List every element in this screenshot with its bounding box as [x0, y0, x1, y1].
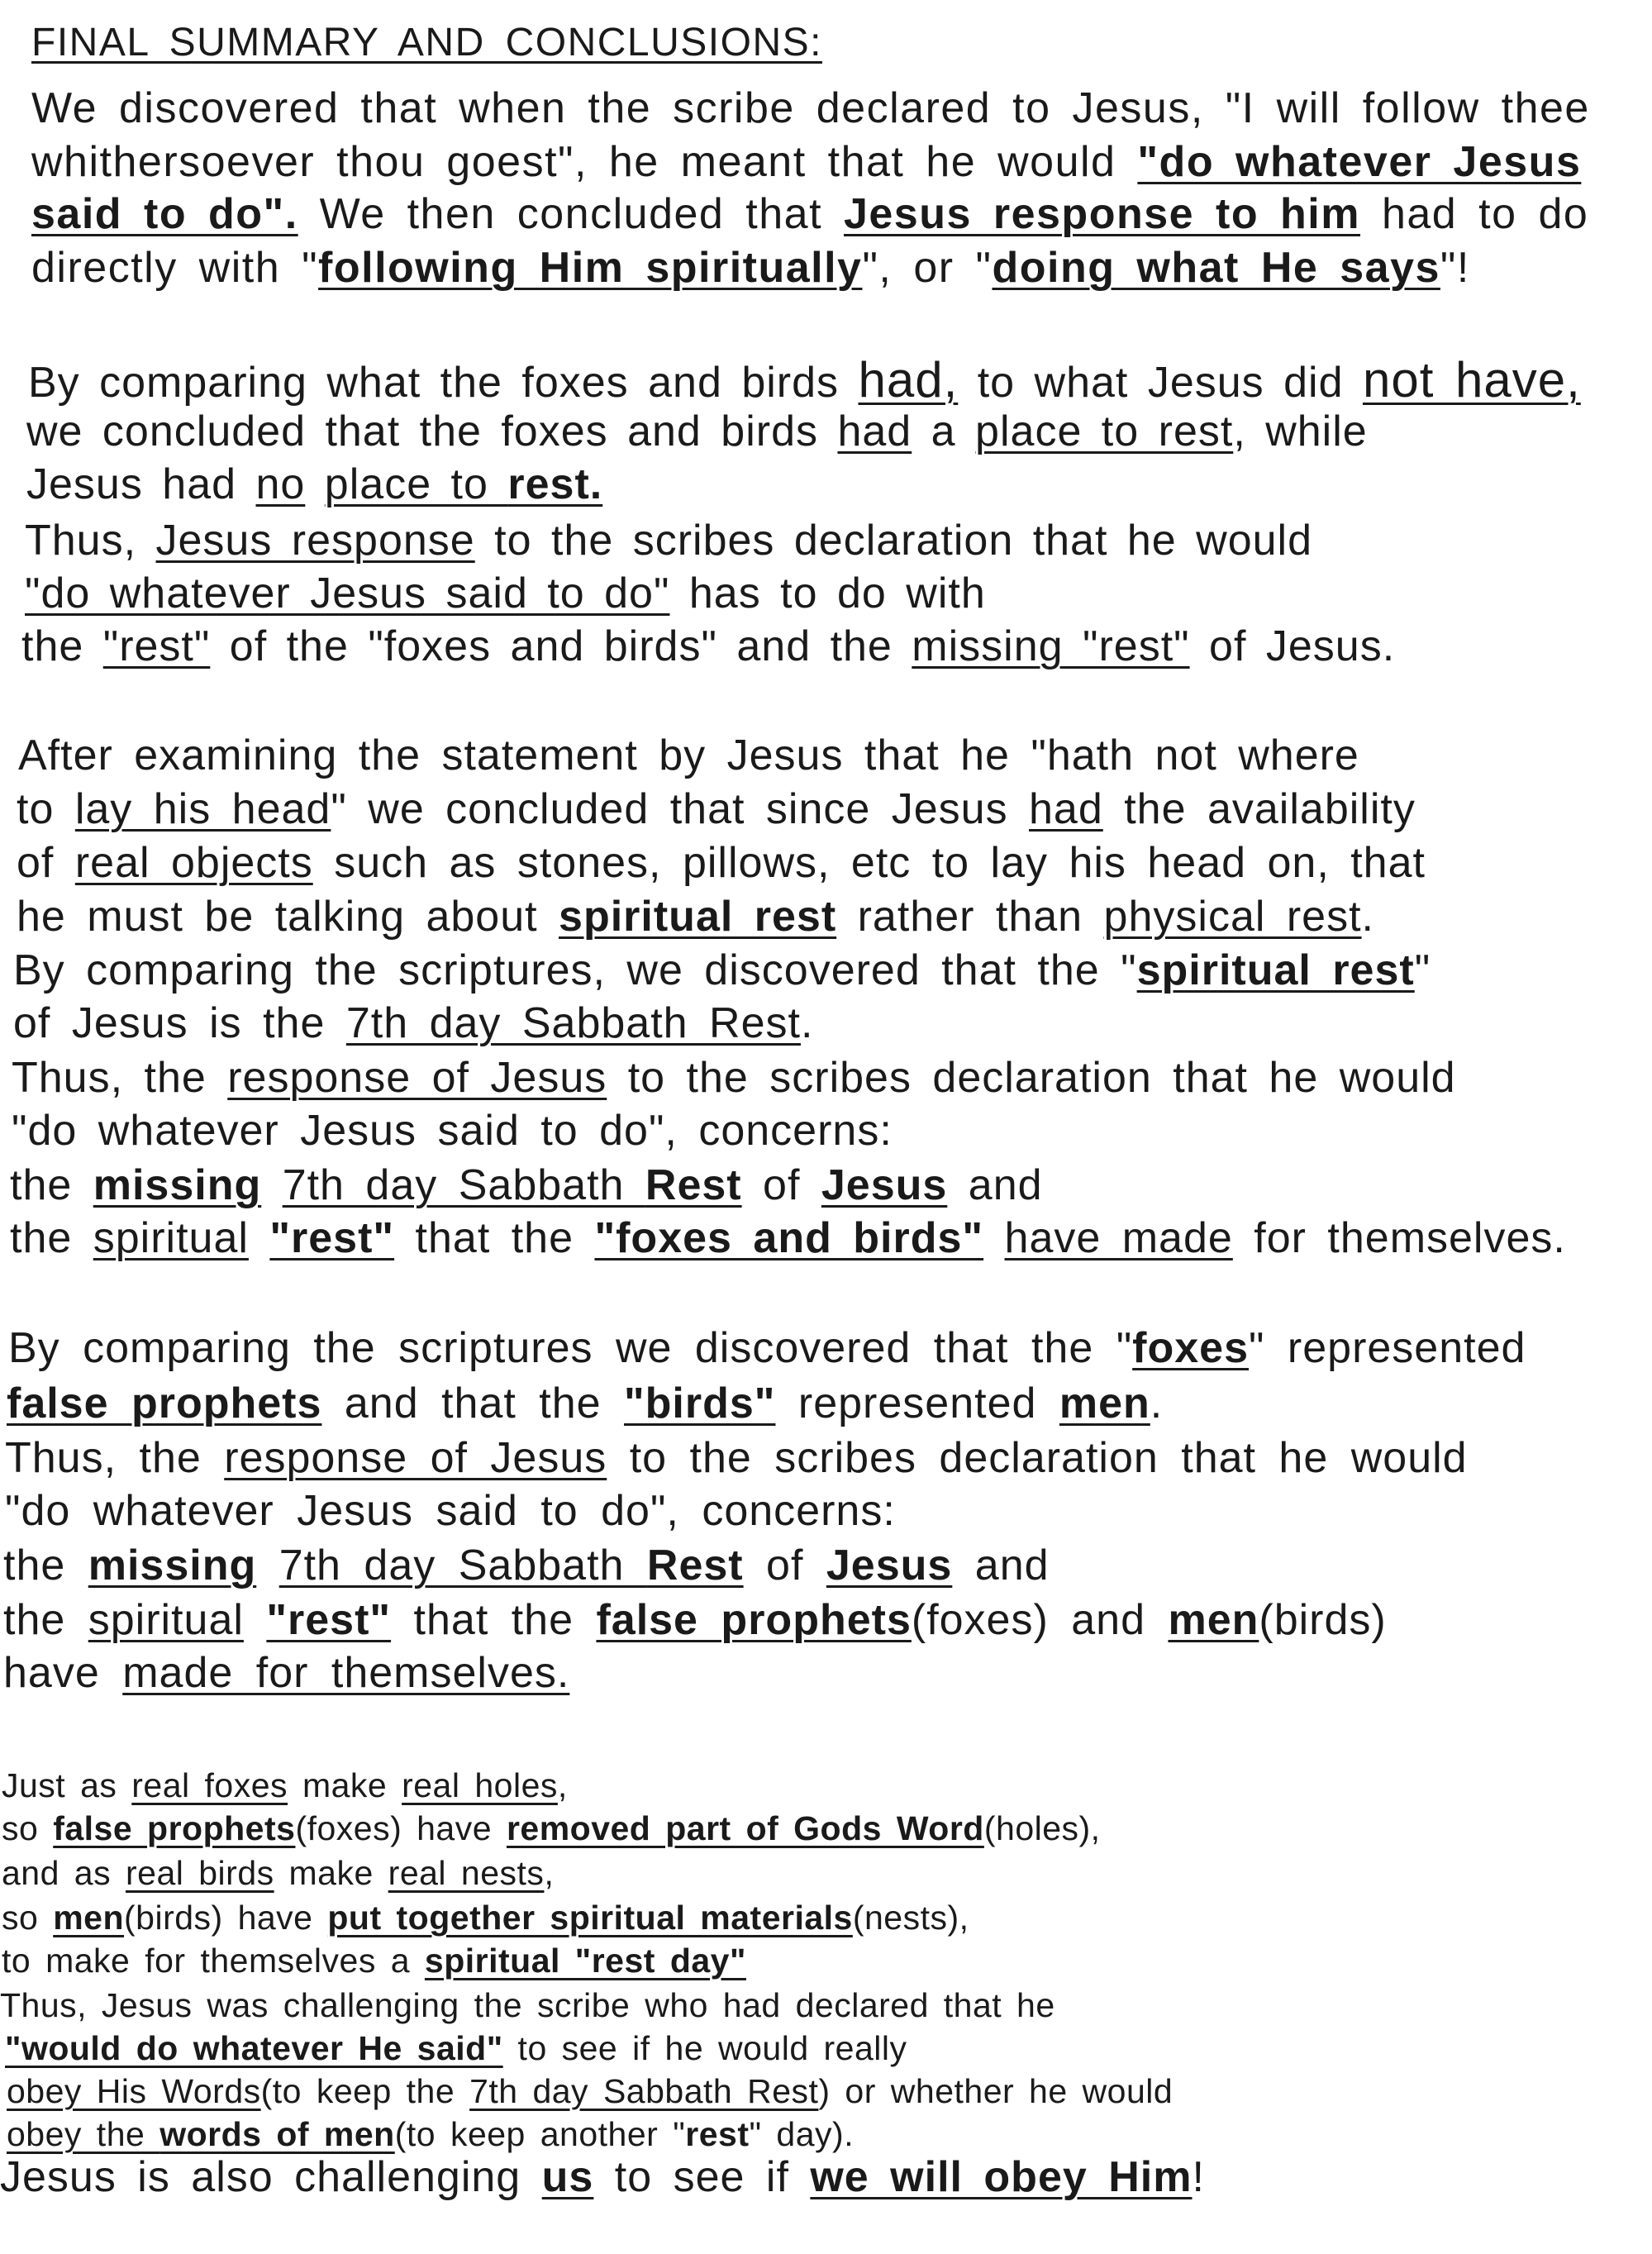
text-segment: directly with " — [31, 244, 319, 292]
underlined-phrase: response of Jesus — [227, 1054, 607, 1102]
underlined-phrase: obey His Words — [7, 2072, 261, 2110]
text-segment: ", or " — [862, 244, 993, 292]
text-line — [18, 731, 1359, 779]
underlined-phrase: 7th day Sabbath — [279, 1542, 647, 1589]
text-segment: that the — [391, 1596, 597, 1644]
text-line — [31, 84, 1590, 132]
text-segment: Thus, the — [12, 1054, 228, 1102]
text-segment — [256, 1542, 279, 1589]
text-segment: ) or whether he would — [818, 2072, 1174, 2110]
text-segment: We then concluded that — [298, 190, 844, 238]
text-segment: to the scribes declaration that he would — [607, 1434, 1468, 1482]
underlined-phrase: place to rest — [975, 407, 1234, 455]
underlined-phrase: spiritual rest — [559, 893, 837, 941]
underlined-phrase: missing — [88, 1542, 257, 1589]
text-segment: whithersoever thou goest", he meant that he would — [31, 138, 1138, 186]
text-segment: rather than — [836, 893, 1104, 941]
text-segment: so — [2, 1809, 54, 1847]
text-line — [17, 839, 1426, 887]
underlined-phrase: men — [1059, 1380, 1150, 1427]
text-segment: he must be talking about — [17, 893, 559, 941]
text-line — [31, 244, 1470, 292]
underlined-phrase: 7th day Sabbath Rest — [345, 999, 801, 1047]
text-segment: had to do — [1360, 190, 1589, 238]
text-line — [2, 1901, 969, 1935]
underlined-phrase: we will obey Him — [810, 2153, 1193, 2201]
underlined-phrase: men — [53, 1899, 125, 1937]
text-segment: of — [17, 839, 75, 887]
underlined-phrase: no — [255, 460, 306, 508]
underlined-phrase: "rest" — [269, 1214, 395, 1262]
text-segment: Thus, Jesus was challenging the scribe who had declared that he — [0, 1986, 1055, 2024]
text-segment: (birds) — [1259, 1596, 1387, 1644]
text-line — [13, 999, 814, 1047]
text-segment: "! — [1440, 244, 1470, 292]
text-segment: the — [3, 1542, 88, 1589]
text-segment: rest — [685, 2115, 750, 2153]
text-segment: of — [741, 1161, 821, 1209]
text-line — [5, 1434, 1468, 1482]
text-line — [12, 1054, 1456, 1102]
underlined-phrase: response of Jesus — [224, 1434, 607, 1482]
text-segment: " — [1414, 946, 1431, 994]
text-segment: ! — [1192, 2153, 1205, 2201]
text-line — [3, 1649, 570, 1697]
text-line — [25, 569, 986, 617]
underlined-phrase: place to — [324, 460, 508, 508]
text-segment: make — [288, 1766, 402, 1804]
text-line — [25, 517, 1313, 565]
underlined-phrase: rest. — [507, 460, 603, 508]
text-segment: (foxes) and — [911, 1596, 1169, 1644]
text-segment: to the scribes declaration that he would — [474, 517, 1313, 565]
underlined-phrase: Rest — [645, 1161, 742, 1209]
text-line — [2, 1944, 746, 1978]
underlined-phrase: "do whatever Jesus said to do" — [25, 569, 670, 617]
text-segment: Jesus is also challenging — [0, 2153, 542, 2201]
underlined-phrase: spiritual rest — [1136, 946, 1415, 994]
text-segment: Thus, the — [5, 1434, 225, 1482]
underlined-phrase: words of men — [159, 2115, 395, 2153]
text-line — [5, 2029, 907, 2067]
text-segment: and that the — [321, 1380, 624, 1427]
text-segment: the — [3, 1596, 88, 1644]
text-line — [31, 138, 1582, 186]
underlined-phrase: spiritual "rest day" — [424, 1942, 746, 1980]
text-line — [28, 352, 1581, 407]
underlined-phrase: false prophets — [596, 1596, 912, 1644]
text-segment: the availability — [1102, 785, 1416, 833]
text-line — [17, 893, 1374, 941]
text-line — [2, 1809, 1101, 1847]
text-segment: make — [274, 1854, 388, 1892]
underlined-phrase: lay his head — [74, 785, 331, 833]
text-line — [13, 946, 1431, 994]
text-segment: that the — [394, 1214, 595, 1262]
underlined-phrase: missing "rest" — [912, 622, 1190, 670]
text-line — [10, 1161, 1043, 1209]
underlined-phrase: had — [837, 407, 912, 455]
text-segment: has to do with — [669, 569, 986, 617]
text-segment: of Jesus. — [1189, 622, 1396, 670]
text-segment: " day). — [749, 2115, 855, 2153]
underlined-phrase: "would do whatever He said" — [5, 2029, 503, 2067]
text-segment: to see if — [593, 2153, 811, 2201]
text-line — [12, 1107, 893, 1155]
text-line — [2, 1856, 554, 1890]
text-segment: " we concluded that since Jesus — [331, 785, 1030, 833]
text-line — [2, 1766, 568, 1804]
text-segment: By comparing the scriptures, we discovered that the " — [13, 946, 1137, 994]
underlined-phrase: made for themselves. — [122, 1649, 570, 1697]
underlined-phrase: "do whatever Jesus — [1137, 138, 1582, 186]
text-segment: of Jesus is the — [13, 999, 346, 1047]
text-segment: and — [952, 1542, 1050, 1589]
underlined-phrase: real nests — [388, 1854, 545, 1892]
text-segment: , while — [1233, 407, 1368, 455]
underlined-phrase: removed part of Gods Word — [506, 1809, 984, 1847]
underlined-phrase: following Him spiritually — [318, 244, 863, 292]
underlined-phrase: Jesus response — [155, 517, 475, 565]
text-segment: and as — [2, 1854, 126, 1892]
text-line — [7, 2072, 1174, 2110]
underlined-phrase: us — [541, 2153, 594, 2201]
text-segment: of the "foxes and birds" and the — [210, 622, 912, 670]
text-segment: represented — [775, 1380, 1059, 1427]
text-segment: to see if he would really — [502, 2029, 907, 2067]
text-segment: By comparing the scriptures we discovered that the " — [8, 1324, 1133, 1372]
text-segment: "do whatever Jesus said to do", concerns: — [5, 1487, 896, 1535]
underlined-phrase: "foxes and birds" — [594, 1214, 984, 1262]
text-segment: the — [10, 1214, 93, 1262]
text-segment: to the scribes declaration that he would — [607, 1054, 1456, 1102]
text-segment: the — [21, 622, 103, 670]
underlined-phrase: have made — [1004, 1214, 1233, 1262]
underlined-phrase: real birds — [126, 1854, 274, 1892]
text-line — [10, 1214, 1566, 1262]
underlined-phrase: foxes — [1132, 1324, 1249, 1372]
text-segment: a — [912, 407, 976, 455]
text-segment: (to keep another " — [394, 2115, 686, 2153]
underlined-phrase: real objects — [74, 839, 313, 887]
text-line — [3, 1596, 1387, 1644]
text-segment — [244, 1596, 266, 1644]
text-segment: " represented — [1249, 1324, 1526, 1372]
underlined-phrase: obey the — [7, 2115, 160, 2153]
text-segment: After examining the statement by Jesus that he "hath not where — [18, 731, 1359, 779]
text-line — [5, 1487, 896, 1535]
text-line — [7, 1382, 1163, 1425]
text-segment: , — [557, 1766, 568, 1804]
text-segment: (nests), — [852, 1899, 969, 1937]
underlined-phrase: false prophets — [53, 1809, 296, 1847]
text-segment: , — [544, 1854, 555, 1892]
text-segment: such as stones, pillows, etc to lay his head on, that — [312, 839, 1426, 887]
text-segment: (to keep the — [260, 2072, 470, 2110]
text-line — [26, 407, 1368, 455]
text-line — [31, 190, 1589, 238]
text-segment: We discovered that when the scribe declared to Jesus, "I will follow thee — [31, 84, 1590, 132]
underlined-phrase: missing — [93, 1161, 262, 1209]
text-segment: Jesus had — [26, 460, 256, 508]
text-segment: (foxes) have — [295, 1809, 507, 1847]
text-segment: . — [1361, 893, 1374, 941]
underlined-phrase: Jesus — [821, 1161, 948, 1209]
text-segment: to make for themselves a — [2, 1942, 425, 1980]
underlined-phrase: "rest" — [266, 1596, 392, 1644]
text-line — [8, 1324, 1526, 1372]
text-segment: (birds) have — [124, 1899, 328, 1937]
text-segment — [261, 1161, 282, 1209]
text-line — [21, 622, 1396, 670]
text-line — [26, 460, 603, 508]
underlined-phrase: 7th day Sabbath — [282, 1161, 645, 1209]
text-line — [0, 2153, 1205, 2201]
text-line — [17, 785, 1416, 833]
text-segment: "do whatever Jesus said to do", concerns: — [12, 1107, 893, 1155]
text-segment: to what Jesus did — [958, 359, 1363, 407]
text-segment: so — [2, 1899, 54, 1937]
underlined-phrase: put together spiritual materials — [327, 1899, 853, 1937]
text-segment — [305, 460, 324, 508]
underlined-phrase: Jesus — [826, 1542, 953, 1589]
underlined-phrase: said to do". — [31, 190, 298, 238]
underlined-phrase: not have, — [1362, 352, 1581, 407]
text-segment: . — [1150, 1380, 1164, 1427]
underlined-phrase: spiritual — [93, 1214, 249, 1262]
text-segment: By comparing what the foxes and birds — [28, 359, 859, 407]
underlined-phrase: false prophets — [7, 1380, 322, 1427]
title-text: FINAL SUMMARY AND CONCLUSIONS: — [31, 21, 822, 64]
underlined-phrase: "birds" — [624, 1380, 776, 1427]
underlined-phrase: real foxes — [131, 1766, 288, 1804]
underlined-phrase: real holes — [402, 1766, 558, 1804]
underlined-phrase: Jesus response to him — [843, 190, 1360, 238]
text-line — [7, 2115, 855, 2153]
text-segment: and — [947, 1161, 1043, 1209]
text-segment: we concluded that the foxes and birds — [26, 407, 838, 455]
text-segment: have — [3, 1649, 123, 1697]
underlined-phrase: Rest — [646, 1542, 744, 1589]
text-segment: Just as — [2, 1766, 132, 1804]
page-title — [31, 23, 822, 63]
text-segment: . — [800, 999, 814, 1047]
underlined-phrase: 7th day Sabbath Rest — [469, 2072, 819, 2110]
underlined-phrase: men — [1168, 1596, 1259, 1644]
underlined-phrase: physical rest — [1103, 893, 1362, 941]
text-segment: to — [17, 785, 75, 833]
text-segment: Thus, — [25, 517, 156, 565]
text-segment: the — [10, 1161, 93, 1209]
underlined-phrase: had, — [858, 352, 959, 407]
text-segment: of — [743, 1542, 826, 1589]
underlined-phrase: spiritual — [88, 1596, 244, 1644]
text-line — [0, 1986, 1055, 2024]
text-segment: (holes), — [983, 1809, 1101, 1847]
text-segment — [249, 1214, 269, 1262]
underlined-phrase: doing what He says — [992, 244, 1440, 292]
text-segment — [983, 1214, 1004, 1262]
underlined-phrase: had — [1029, 785, 1103, 833]
text-segment: for themselves. — [1232, 1214, 1566, 1262]
underlined-phrase: "rest" — [102, 622, 211, 670]
text-line — [3, 1544, 1050, 1587]
